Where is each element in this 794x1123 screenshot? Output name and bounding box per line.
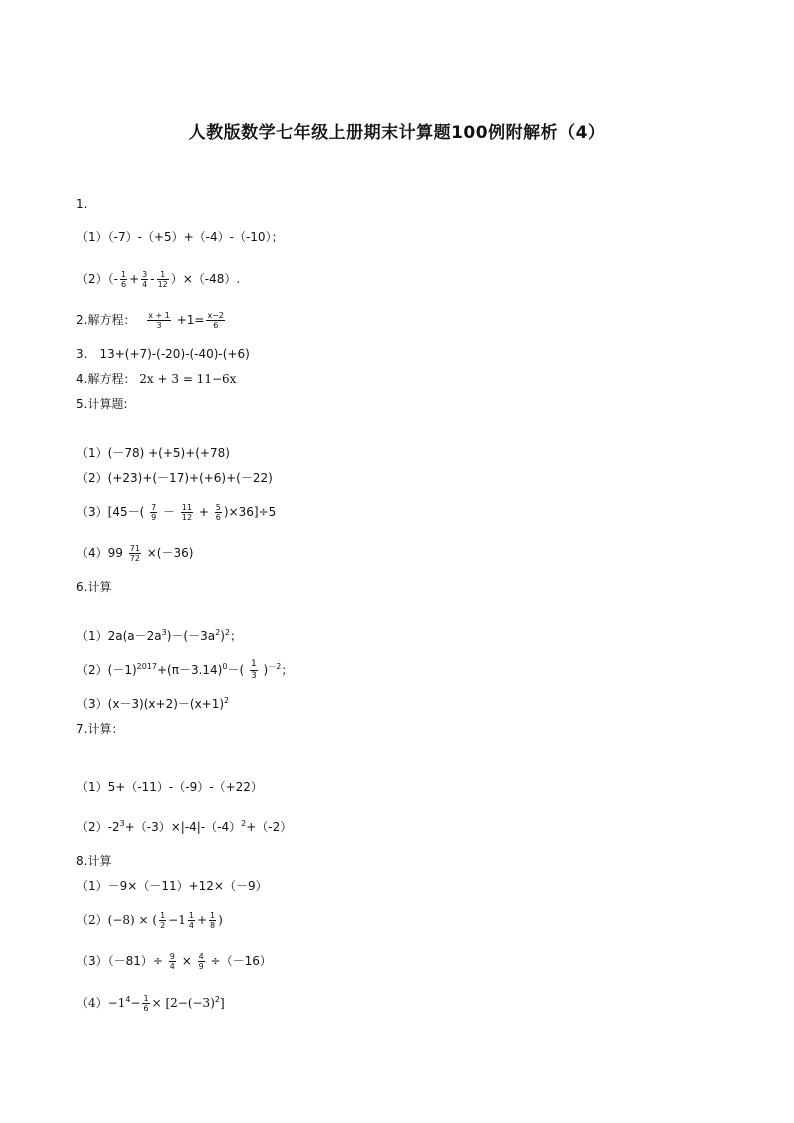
fraction: $\frac{x-2}{6}$ — [207, 311, 225, 330]
question-6-part-3: $(3)(x-3)(x+2)-(x+1)^2$ — [76, 696, 230, 711]
question-6-part-1: $(1)2a(a-2a^3)-(-3a^2)^2$； — [76, 628, 242, 643]
question-8-part-3: （3）（－81）÷ $\frac{9}{4}$ × $\frac{4}{9}$ ÷（－16） — [76, 952, 272, 971]
question-8-label: 8.计算 — [76, 854, 112, 868]
fraction: $\frac{1}{6}$ — [143, 994, 149, 1013]
question-8-part-4: $(4)-1^4-$ $\frac{1}{6}$ × $[2-(-3)^2]$ — [76, 994, 225, 1013]
fraction: $\frac{11}{12}$ — [181, 503, 193, 522]
question-1-number: 1. — [76, 197, 88, 211]
question-5-part-1: （1）(－78) +(+5)+(+78) — [76, 446, 230, 460]
fraction: $\frac{71}{72}$ — [129, 544, 140, 563]
question-8-part-2: （2）(−8) × ( $\frac{1}{2}$ −1 $\frac{1}{4}$ + $\frac{1}{8}$ ) — [76, 911, 223, 930]
question-6-part-2: $(2)(-1)^{2017}+(\pi-3.14)^0-$( $\frac{1}{3}$ )$^{-2}$； — [76, 659, 294, 681]
question-7-label: 7.计算： — [76, 722, 124, 736]
fraction: $\frac{1}{2}$ — [160, 911, 166, 930]
fraction: $\frac{1}{6}$ — [120, 270, 127, 289]
fraction: $\frac{7}{9}$ — [151, 503, 157, 522]
document-title: 人教版数学七年级上册期末计算题100例附解析（4） — [188, 123, 606, 143]
question-8-part-1: （1）－9×（－11）+12×（－9） — [76, 879, 268, 893]
fraction: $\frac{1}{8}$ — [210, 911, 216, 930]
fraction: $\frac{1}{3}$ — [250, 659, 257, 681]
fraction: $\frac{x + 1}{3}$ — [148, 311, 170, 330]
fraction: $\frac{9}{4}$ — [169, 952, 175, 971]
question-4: 4.解方程： 2x + 3 = 11−6x — [76, 372, 237, 386]
fraction: $\frac{3}{4}$ — [142, 270, 148, 289]
question-5-part-2: （2）(+23)+(－17)+(+6)+(－22) — [76, 471, 273, 485]
question-5-part-3: （3）[45－( $\frac{7}{9}$ － $\frac{11}{12}$ + $\frac{5}{6}$ )×36]÷5 — [76, 503, 277, 522]
question-1-part-2: （2）（- $\frac{1}{6}$ + $\frac{3}{4}$ - $\frac{1}{12}$ ）×（-48）. — [76, 270, 241, 289]
question-3: 3. 13+(+7)-(-20)-(-40)-(+6) — [76, 347, 250, 361]
question-7-part-2: $(2)-2^3+(-3)\times|-4|-(-4)^2+(-2)$ — [76, 819, 293, 834]
question-7-part-1: （1）5+（-11）-（-9）-（+22） — [76, 780, 263, 794]
fraction: $\frac{1}{4}$ — [188, 911, 194, 930]
question-2: 2.解方程： $\frac{x + 1}{3}$ +1= $\frac{x-2}{6}$ — [76, 311, 225, 330]
fraction: $\frac{4}{9}$ — [198, 952, 204, 971]
question-1-part-1: （1）（-7）-（+5）+（-4）-（-10）； — [76, 230, 284, 244]
question-6-label: 6.计算 — [76, 580, 112, 594]
question-5-part-4: （4）99 $\frac{71}{72}$ ×(－36) — [76, 544, 194, 563]
question-5-label: 5.计算题: — [76, 397, 128, 411]
fraction: $\frac{1}{12}$ — [157, 270, 168, 289]
fraction: $\frac{5}{6}$ — [215, 503, 221, 522]
